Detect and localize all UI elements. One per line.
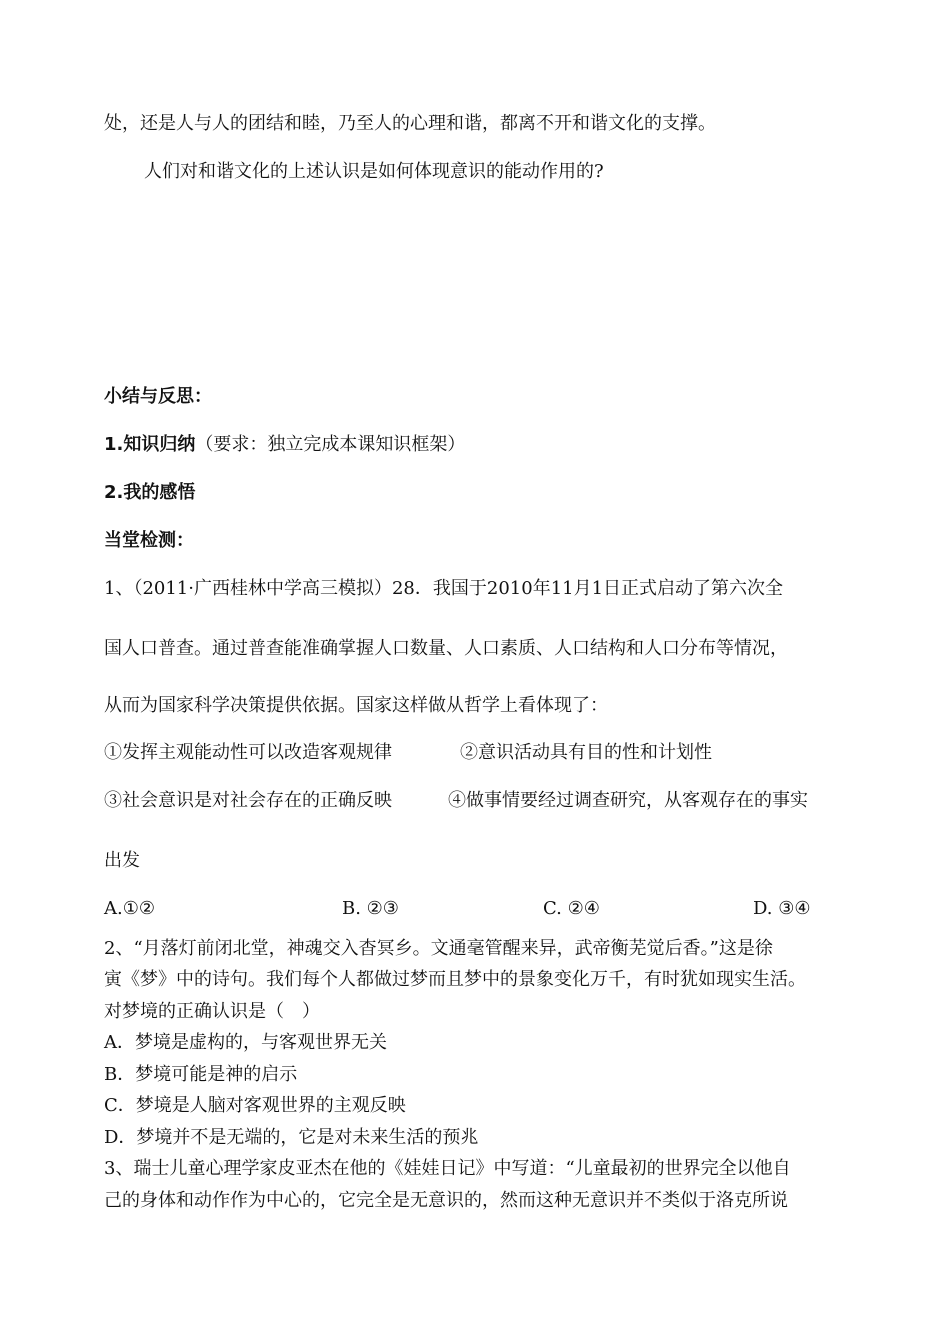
q2-option-a: A．梦境是虚构的，与客观世界无关 (104, 1032, 387, 1053)
q1-statement-4: ④做事情要经过调查研究，从客观存在的事实 (448, 790, 808, 811)
q2-line-1: 2、“月落灯前闭北堂，神魂交入杳冥乡。文通毫管醒来异，武帝衡芜觉后香。”这是徐 (104, 938, 773, 959)
summary-item-2: 2.我的感悟 (104, 482, 196, 503)
q1-option-b: B. ②③ (342, 898, 399, 919)
q2-option-b: B．梦境可能是神的启示 (104, 1064, 298, 1085)
summary-item-1 (104, 433, 465, 457)
q1-option-a: A.①② (104, 898, 155, 919)
test-heading: 当堂检测： (104, 530, 194, 551)
q2-option-d: D．梦境并不是无端的，它是对未来生活的预兆 (104, 1127, 479, 1148)
q1-option-c: C. ②④ (543, 898, 600, 919)
q2-line-3: 对梦境的正确认识是（ ） (104, 1001, 320, 1022)
q3-line-2: 己的身体和动作作为中心的，它完全是无意识的，然而这种无意识并不类似于洛克所说 (104, 1190, 788, 1211)
q1-statement-4-continued: 出发 (104, 850, 140, 871)
q2-option-c: C．梦境是人脑对客观世界的主观反映 (104, 1095, 406, 1116)
q1-statement-3: ③社会意识是对社会存在的正确反映 (104, 790, 392, 811)
q2-line-2: 寅《梦》中的诗句。我们每个人都做过梦而且梦中的景象变化万千，有时犹如现实生活。 (104, 969, 806, 990)
intro-line: 处，还是人与人的团结和睦，乃至人的心理和谐，都离不开和谐文化的支撑。 (104, 113, 716, 134)
q1-statement-2: ②意识活动具有目的性和计划性 (460, 742, 712, 763)
summary-item-1-num: 1. (104, 434, 124, 455)
summary-heading: 小结与反思： (104, 386, 212, 407)
summary-item-1-title: 知识归纳 (123, 434, 196, 455)
q1-line-3: 从而为国家科学决策提供依据。国家这样做从哲学上看体现了： (104, 695, 608, 716)
q1-line-2: 国人口普查。通过普查能准确掌握人口数量、人口素质、人口结构和人口分布等情况， (104, 638, 788, 659)
q1-statement-1: ①发挥主观能动性可以改造客观规律 (104, 742, 392, 763)
q1-line-1: 1、（2011·广西桂林中学高三模拟）28．我国于2010年11月1日正式启动了第六次全 (104, 578, 784, 599)
intro-question: 人们对和谐文化的上述认识是如何体现意识的能动作用的? (144, 161, 604, 182)
q3-line-1: 3、瑞士儿童心理学家皮亚杰在他的《娃娃日记》中写道：“儿童最初的世界完全以他自 (104, 1158, 791, 1179)
q1-option-d: D. ③④ (753, 898, 811, 919)
summary-item-1-requirement: （要求：独立完成本课知识框架） (195, 434, 466, 455)
